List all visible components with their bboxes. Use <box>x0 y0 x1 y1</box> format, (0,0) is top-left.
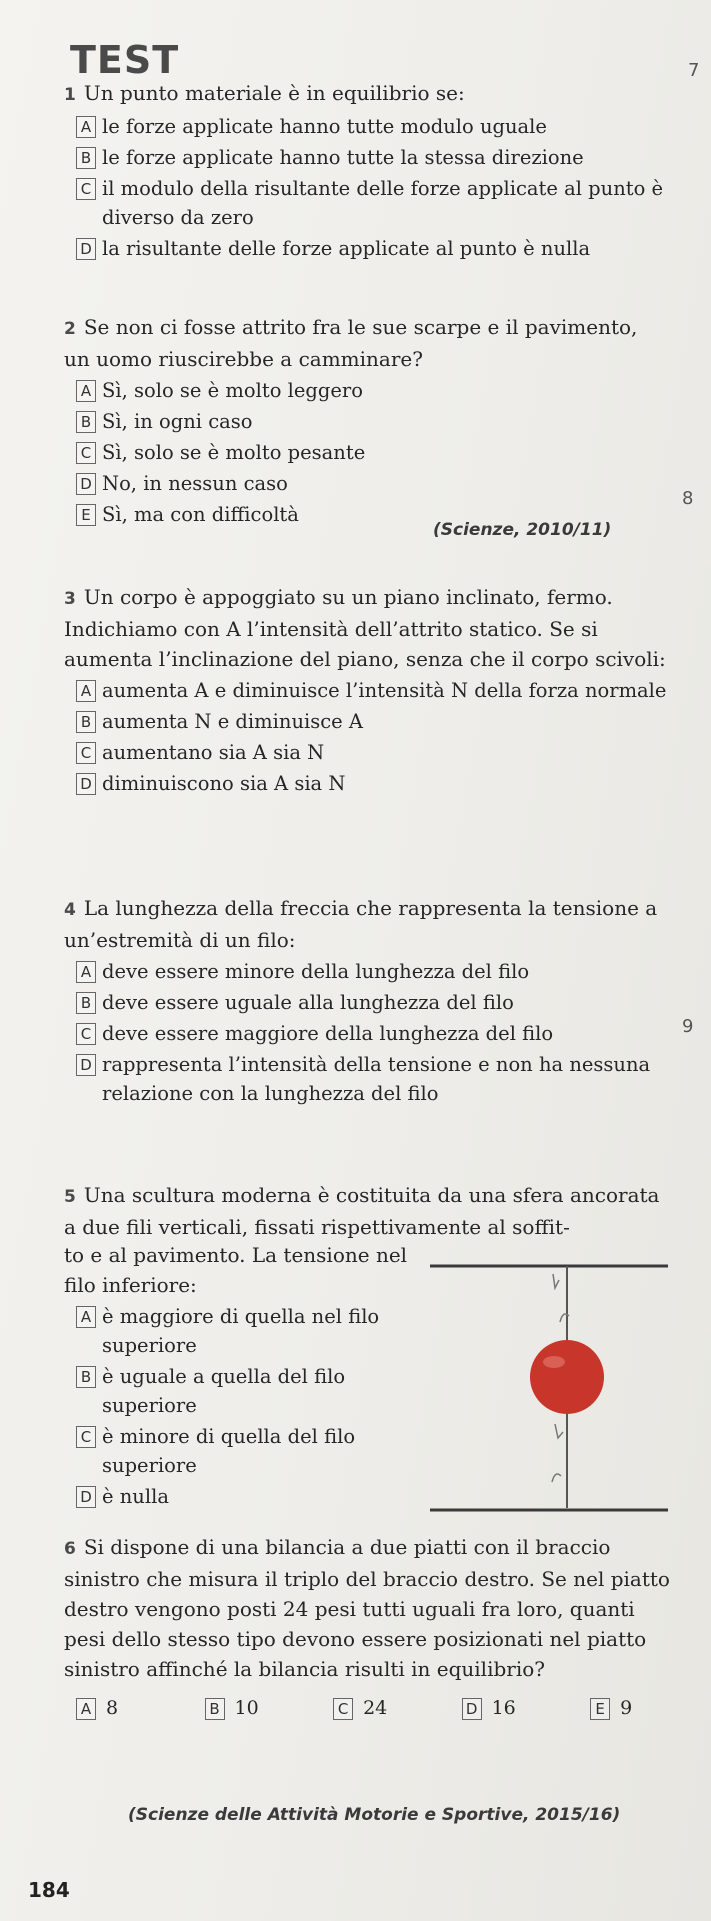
option-text: è uguale a quella del filo superiore <box>102 1365 346 1417</box>
option-text: aumenta N e diminuisce A <box>102 710 363 733</box>
option-letter: E <box>590 1698 610 1720</box>
option-e[interactable] <box>590 1694 674 1722</box>
margin-ref-7: 7 <box>688 60 700 81</box>
option-letter: A <box>76 1698 96 1720</box>
option-text: il modulo della risultante delle forze applicate al punto è diverso da zero <box>102 177 664 229</box>
source-note: (Scienze delle Attività Motorie e Sportive, 2015/16) <box>128 1805 621 1825</box>
question-stem-continued: to e al pavimento. La tensione nel filo inferiore: <box>64 1243 408 1297</box>
lower-tension-arrow-2 <box>552 1474 561 1482</box>
question-3 <box>64 582 674 798</box>
option-letter: C <box>76 742 96 764</box>
option-letter: C <box>76 178 96 200</box>
option-a[interactable] <box>64 676 674 705</box>
question-stem: Una scultura moderna è costituita da una sfera ancorata a due fili verticali, fissati rispettivamente al soffit- <box>64 1183 660 1239</box>
question-number: 3 <box>64 589 76 609</box>
option-letter: D <box>76 1054 96 1076</box>
option-c[interactable] <box>64 738 674 767</box>
option-letter: B <box>76 992 96 1014</box>
option-text: 8 <box>106 1697 119 1719</box>
option-b[interactable] <box>64 988 674 1017</box>
sphere <box>530 1340 604 1414</box>
question-number: 6 <box>64 1539 76 1559</box>
question-6 <box>64 1532 674 1722</box>
option-letter: A <box>76 380 96 402</box>
option-text: Sì, ma con difficoltà <box>102 503 299 526</box>
option-letter: B <box>76 711 96 733</box>
option-d[interactable] <box>64 469 669 498</box>
question-1 <box>64 78 674 263</box>
option-letter: C <box>76 442 96 464</box>
page-title: TEST <box>70 38 180 82</box>
inline-options <box>64 1694 674 1722</box>
option-letter: D <box>76 473 96 495</box>
option-b[interactable] <box>64 1362 419 1420</box>
question-number: 4 <box>64 900 76 920</box>
margin-ref-8: 8 <box>682 488 694 509</box>
option-text: deve essere uguale alla lunghezza del filo <box>102 991 514 1014</box>
option-text: aumenta A e diminuisce l’intensità N della forza normale <box>102 679 667 702</box>
option-letter: A <box>76 680 96 702</box>
option-letter: D <box>76 1486 96 1508</box>
question-4 <box>64 893 674 1108</box>
question-number: 1 <box>64 85 76 105</box>
question-number: 2 <box>64 319 76 339</box>
option-a[interactable] <box>64 376 669 405</box>
question-stem: Si dispone di una bilancia a due piatti con il braccio sinistro che misura il triplo del braccio destro. Se nel piatto destro vengono posti 24 pesi tutti uguali fra loro, quanti pesi dello stesso tipo devono essere posizionati nel piatto sinistro affinché la bilancia risulti in equilibrio? <box>64 1535 670 1681</box>
question-5-body <box>64 1240 419 1511</box>
question-stem: La lunghezza della freccia che rappresenta la tensione a un’estremità di un filo: <box>64 896 658 952</box>
option-letter: E <box>76 504 96 526</box>
option-d[interactable] <box>64 1050 674 1108</box>
page-number: 184 <box>28 1878 70 1902</box>
option-letter: C <box>76 1023 96 1045</box>
option-text: 16 <box>491 1697 516 1719</box>
option-text: No, in nessun caso <box>102 472 288 495</box>
sphere-highlight <box>543 1356 565 1368</box>
question-2 <box>64 312 669 529</box>
option-c[interactable] <box>64 438 669 467</box>
option-text: 10 <box>234 1697 259 1719</box>
source-note: (Scienze, 2010/11) <box>433 520 612 540</box>
option-d[interactable] <box>64 769 674 798</box>
option-d[interactable] <box>64 234 674 263</box>
lower-tension-arrow <box>555 1424 563 1438</box>
option-d[interactable] <box>462 1694 591 1722</box>
option-b[interactable] <box>64 407 669 436</box>
option-b[interactable] <box>64 707 674 736</box>
margin-ref-9: 9 <box>682 1016 694 1037</box>
option-text: aumentano sia A sia N <box>102 741 325 764</box>
upper-tension-arrow <box>553 1274 559 1288</box>
option-text: è minore di quella del filo superiore <box>102 1425 356 1477</box>
question-stem: Un punto materiale è in equilibrio se: <box>83 81 465 105</box>
question-stem: Se non ci fosse attrito fra le sue scarpe e il pavimento, un uomo riuscirebbe a camminare? <box>64 315 638 371</box>
option-text: 9 <box>620 1697 633 1719</box>
option-a[interactable] <box>64 957 674 986</box>
option-letter: A <box>76 961 96 983</box>
option-text: deve essere minore della lunghezza del filo <box>102 960 530 983</box>
option-d[interactable] <box>64 1482 419 1511</box>
option-letter: C <box>333 1698 353 1720</box>
option-letter: B <box>76 1366 96 1388</box>
option-a[interactable] <box>76 1694 205 1722</box>
option-b[interactable] <box>205 1694 334 1722</box>
option-letter: B <box>76 411 96 433</box>
option-a[interactable] <box>64 112 674 141</box>
option-text: Sì, solo se è molto pesante <box>102 441 366 464</box>
question-number: 5 <box>64 1187 76 1207</box>
option-text: è maggiore di quella nel filo superiore <box>102 1305 380 1357</box>
option-text: rappresenta l’intensità della tensione e non ha nessuna relazione con la lunghezza del filo <box>102 1053 651 1105</box>
option-letter: B <box>76 147 96 169</box>
option-text: 24 <box>363 1697 388 1719</box>
question-5 <box>64 1180 674 1242</box>
option-c[interactable] <box>64 1019 674 1048</box>
option-letter: D <box>76 238 96 260</box>
question-stem: Un corpo è appoggiato su un piano inclinato, fermo. Indichiamo con A l’intensità dell’attrito statico. Se si aumenta l’inclinazione del piano, senza che il corpo scivoli: <box>64 585 666 671</box>
option-text: la risultante delle forze applicate al punto è nulla <box>102 237 591 260</box>
option-c[interactable] <box>64 1422 419 1480</box>
option-c[interactable] <box>64 174 674 232</box>
option-letter: A <box>76 116 96 138</box>
option-a[interactable] <box>64 1302 419 1360</box>
option-text: Sì, in ogni caso <box>102 410 253 433</box>
option-letter: A <box>76 1306 96 1328</box>
option-text: deve essere maggiore della lunghezza del filo <box>102 1022 554 1045</box>
option-text: le forze applicate hanno tutte la stessa direzione <box>102 146 584 169</box>
option-letter: D <box>76 773 96 795</box>
option-letter: B <box>205 1698 225 1720</box>
option-text: Sì, solo se è molto leggero <box>102 379 363 402</box>
option-letter: C <box>76 1426 96 1448</box>
option-c[interactable] <box>333 1694 462 1722</box>
option-b[interactable] <box>64 143 674 172</box>
sculpture-figure <box>430 1262 670 1522</box>
option-text: diminuiscono sia A sia N <box>102 772 346 795</box>
option-text: è nulla <box>102 1485 169 1508</box>
option-text: le forze applicate hanno tutte modulo uguale <box>102 115 547 138</box>
option-letter: D <box>462 1698 482 1720</box>
